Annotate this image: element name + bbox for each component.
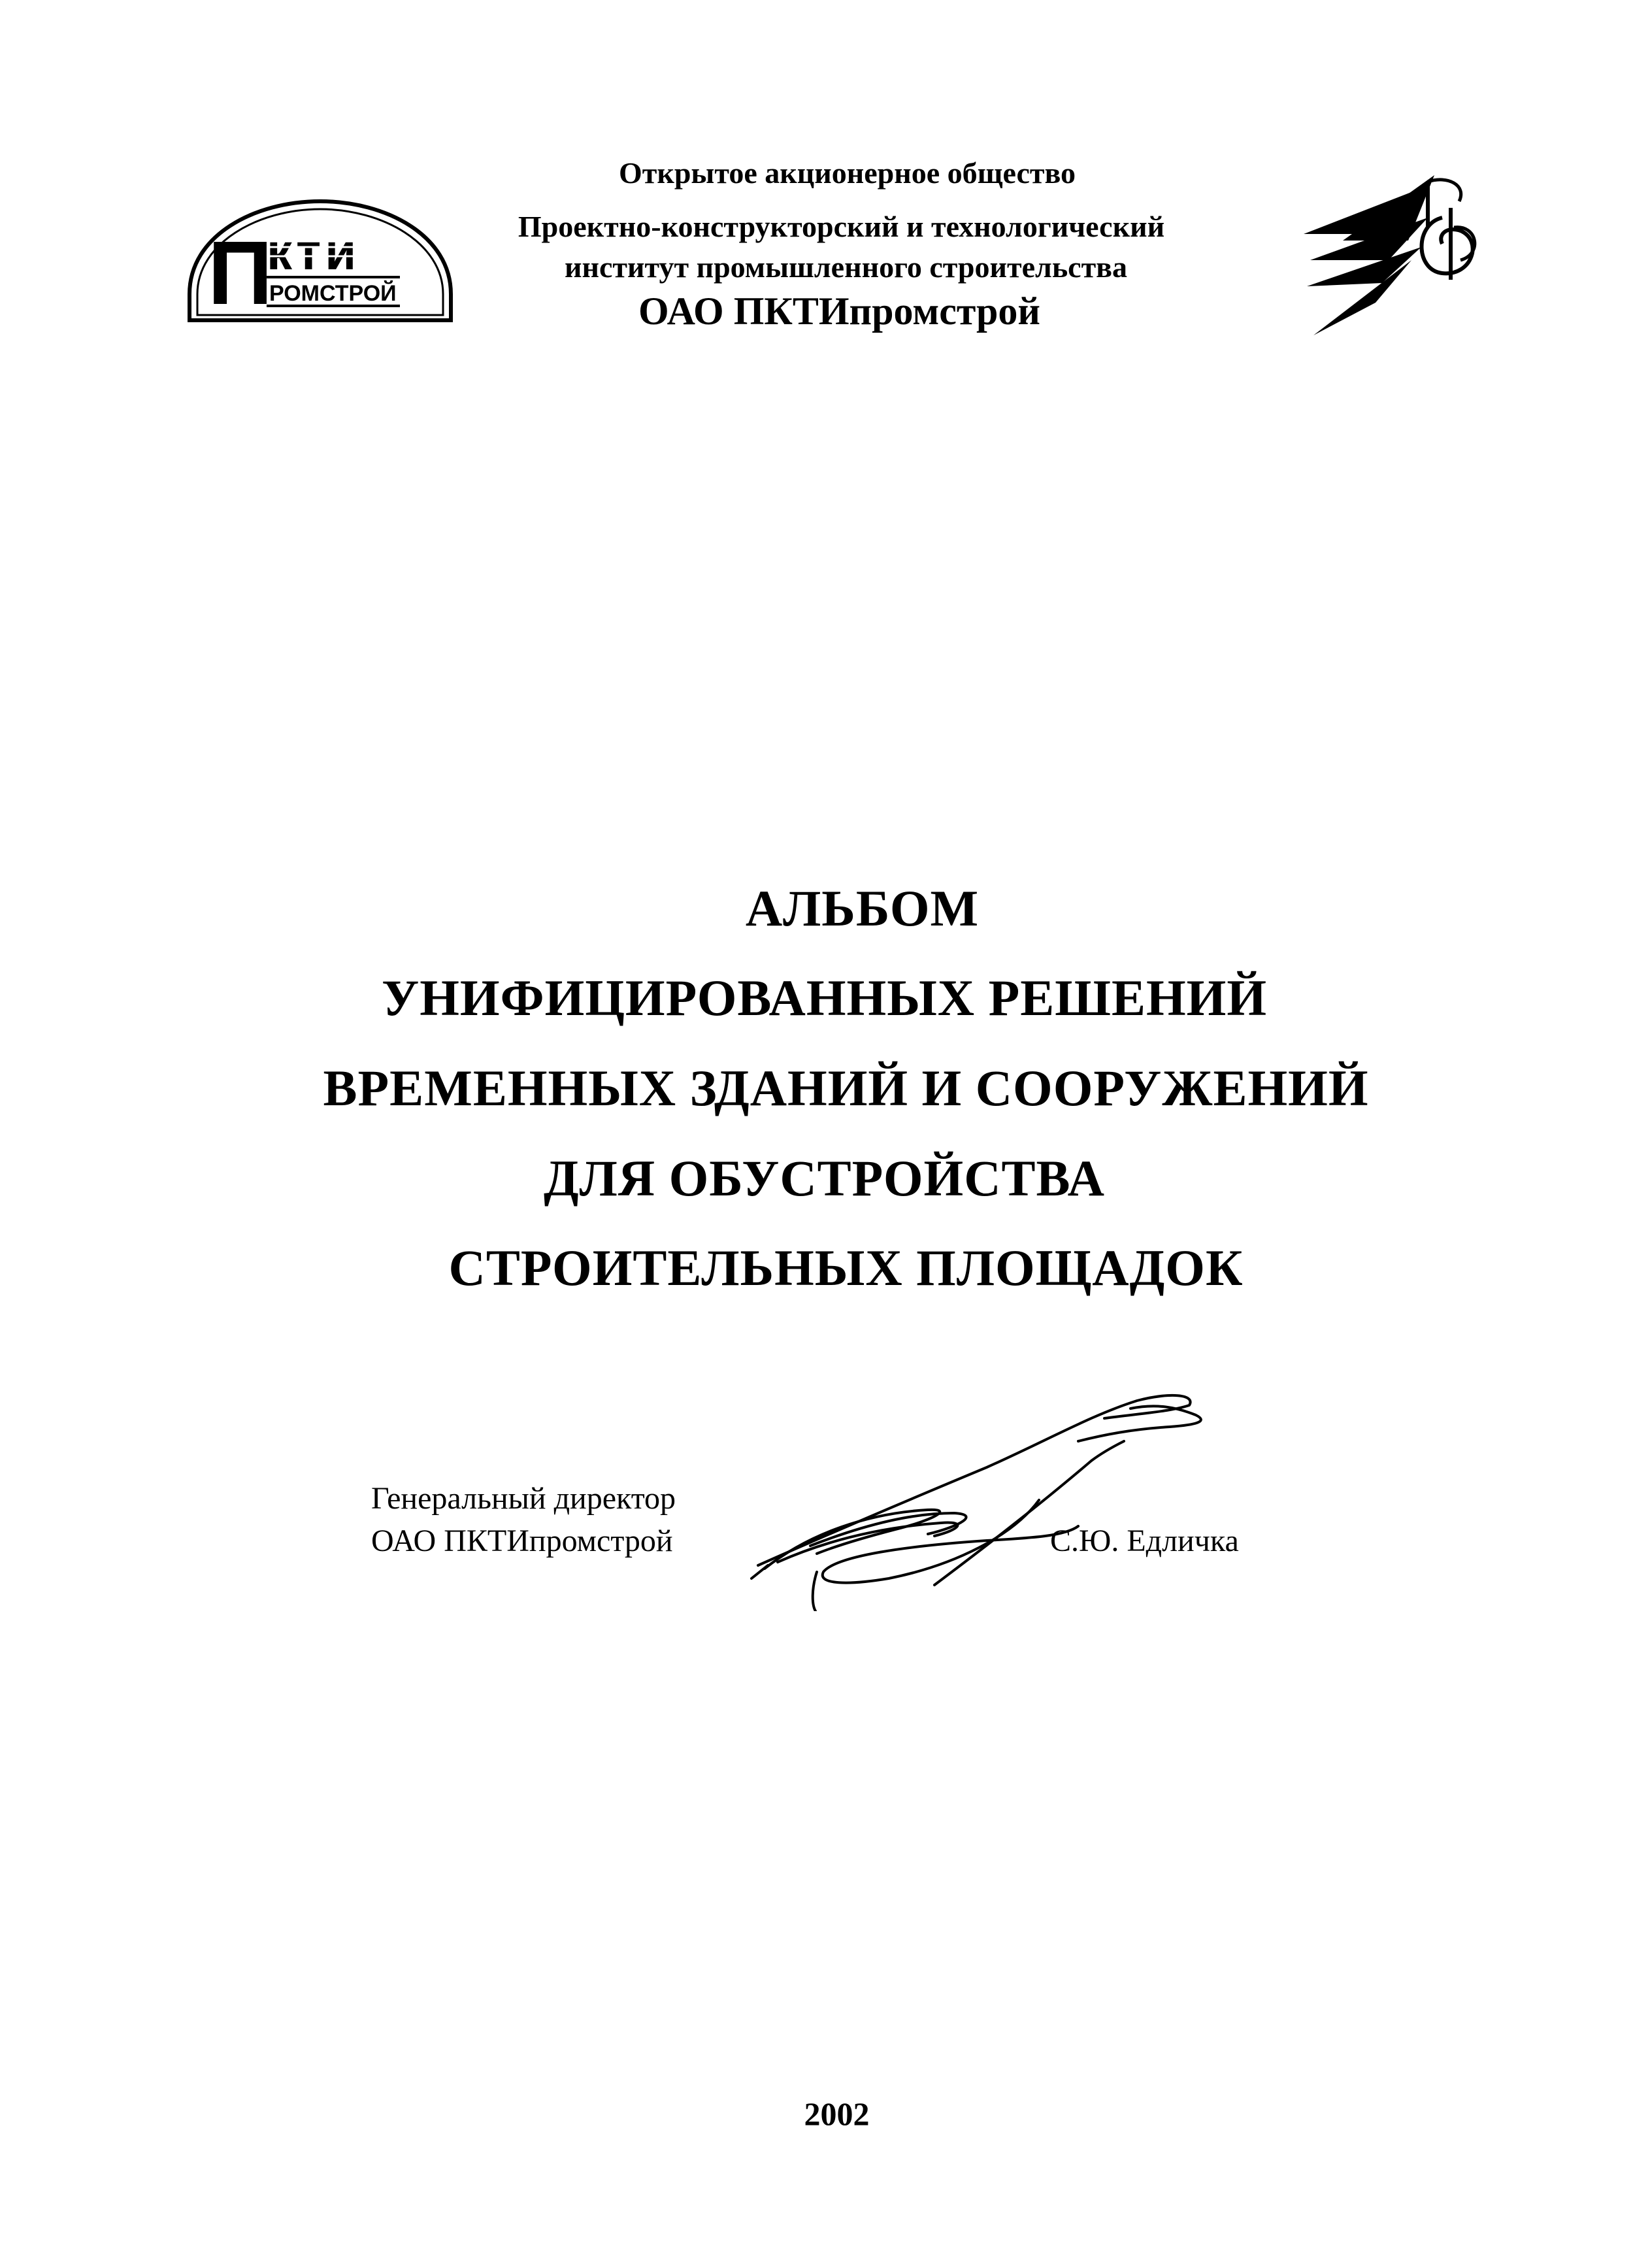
- svg-text:РОМСТРОЙ: РОМСТРОЙ: [269, 281, 397, 306]
- star-emblem-logo-icon: [1297, 162, 1493, 340]
- handwritten-signature-icon: [738, 1389, 1261, 1611]
- title-line-5: СТРОИТЕЛЬНЫХ ПЛОЩАДОК: [448, 1239, 1244, 1296]
- title-line-4: ДЛЯ ОБУСТРОЙСТВА: [543, 1150, 1106, 1207]
- svg-text:кти: кти: [267, 223, 361, 280]
- title-line-1: АЛЬБОМ: [745, 880, 980, 937]
- title-line-3: ВРЕМЕННЫХ ЗДАНИЙ И СООРУЖЕНИЙ: [323, 1059, 1369, 1116]
- title-line-2: УНИФИЦИРОВАННЫХ РЕШЕНИЙ: [381, 969, 1268, 1026]
- org-short-name: ОАО ПКТИпромстрой: [638, 290, 1040, 333]
- org-name-line2: институт промышленного строительства: [564, 250, 1128, 284]
- signer-position-title: Генеральный директор: [371, 1481, 676, 1516]
- signer-organization: ОАО ПКТИпромстрой: [371, 1524, 673, 1558]
- svg-text:П: П: [208, 223, 273, 324]
- org-type: Открытое акционерное общество: [618, 156, 1076, 190]
- org-name-line1: Проектно-конструкторский и технологический: [518, 210, 1165, 243]
- signer-name: С.Ю. Едличка: [1050, 1524, 1239, 1558]
- pkti-promstroy-logo-icon: [183, 196, 457, 327]
- publication-year: 2002: [804, 2095, 870, 2132]
